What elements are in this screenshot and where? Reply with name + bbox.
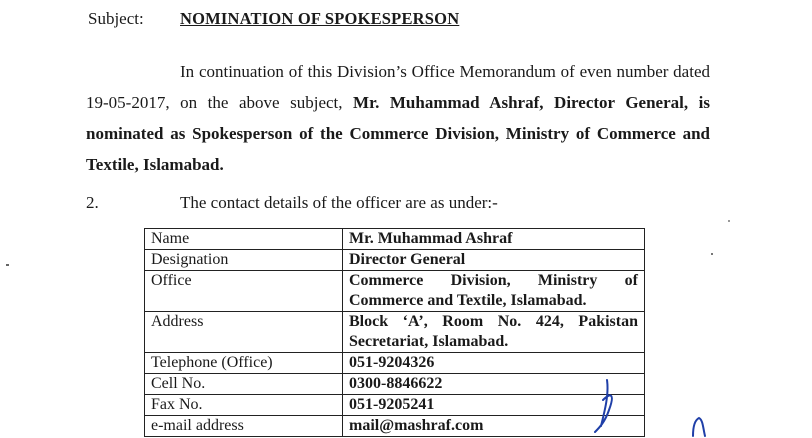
table-row: [145, 229, 645, 250]
table-row: [145, 271, 645, 312]
row-value-office: Commerce Division, Ministry of Commerce and Textile, Islamabad.: [343, 271, 645, 312]
contact-details-table: [144, 228, 645, 437]
scan-speck: [728, 220, 730, 222]
row-value-name: Mr. Muhammad Ashraf: [343, 229, 645, 250]
row-value-address: Block ‘A’, Room No. 424, Pakistan Secretariat, Islamabad.: [343, 312, 645, 353]
paragraph-2-text: The contact details of the officer are as under:-: [180, 193, 498, 212]
row-label-office: Office: [145, 271, 343, 312]
paragraph-2: [86, 193, 498, 213]
paragraph-1: [86, 56, 710, 180]
table-row: [145, 250, 645, 271]
row-label-fax: Fax No.: [145, 395, 343, 416]
subject-line: [88, 9, 459, 29]
row-value-email: mail@mashraf.com: [343, 416, 645, 437]
paragraph-1-bold: Mr. Muhammad Ashraf, Director General, is nominated as Spokesperson of the Commerce Division, Ministry of Commerce and Textile, Islamabad.: [86, 93, 710, 174]
table-row: [145, 395, 645, 416]
subject-label: Subject:: [88, 9, 144, 28]
row-label-name: Name: [145, 229, 343, 250]
row-label-cell: Cell No.: [145, 374, 343, 395]
row-value-designation: Director General: [343, 250, 645, 271]
signature-icon: [585, 370, 725, 438]
scan-speck: [6, 264, 9, 266]
table-row: [145, 312, 645, 353]
row-value-fax: 051-9205241: [343, 395, 645, 416]
table-row: [145, 374, 645, 395]
paragraph-1-lead: In continuation of this Division’s Office Memorandum of even number dated 19-05-2017, on the above subject,: [86, 62, 710, 112]
scan-speck: [711, 253, 713, 255]
row-value-cell: 0300-8846622: [343, 374, 645, 395]
row-label-designation: Designation: [145, 250, 343, 271]
row-value-telephone: 051-9204326: [343, 353, 645, 374]
row-label-telephone: Telephone (Office): [145, 353, 343, 374]
subject-title: NOMINATION OF SPOKESPERSON: [180, 9, 460, 28]
table-row: [145, 416, 645, 437]
table-row: [145, 353, 645, 374]
row-label-email: e-mail address: [145, 416, 343, 437]
paragraph-2-number: 2.: [86, 193, 99, 212]
row-label-address: Address: [145, 312, 343, 353]
